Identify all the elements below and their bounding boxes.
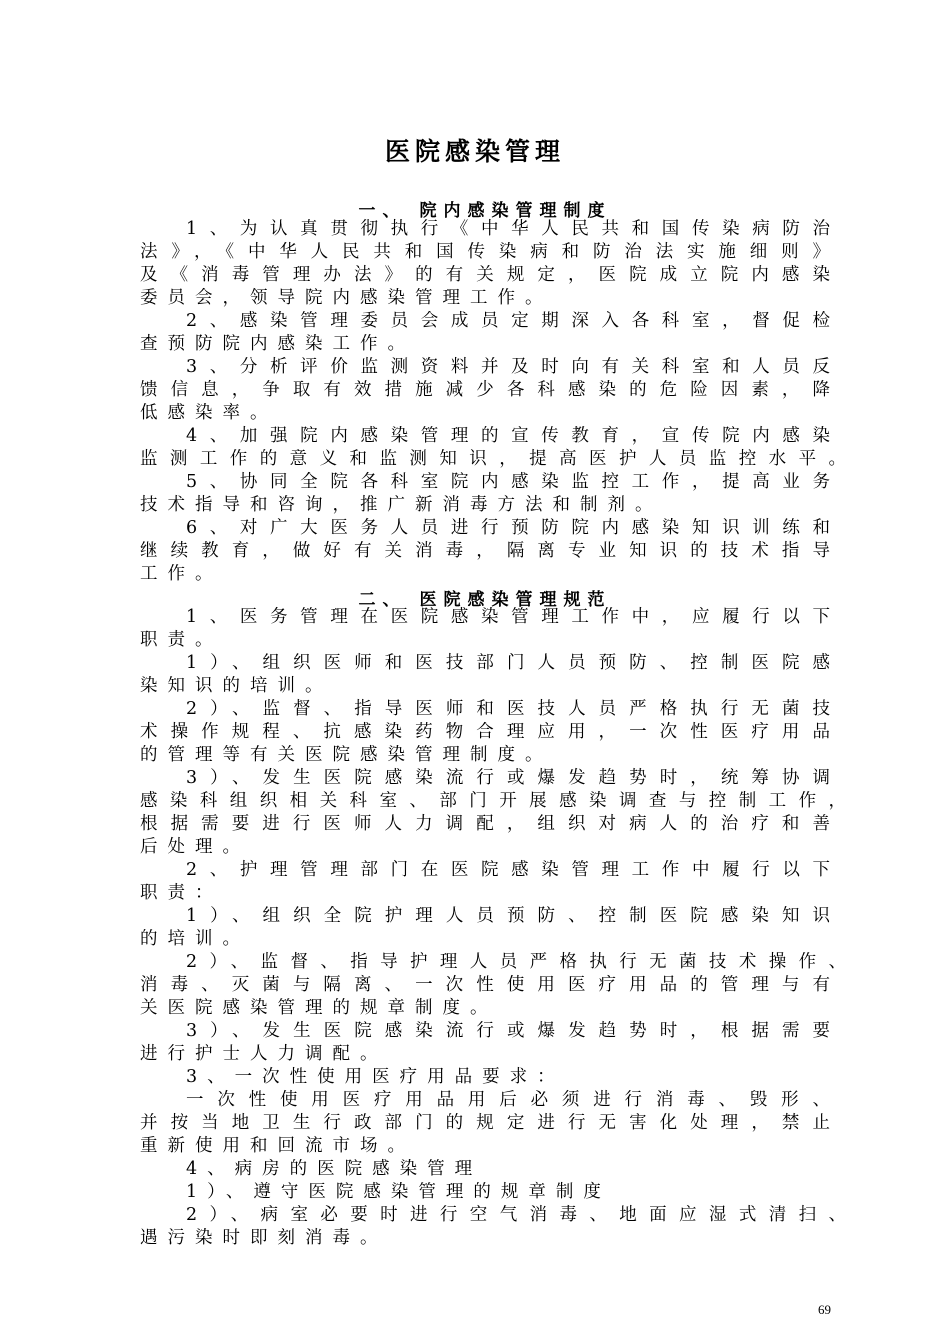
text-line: 进行护士人力调配。 bbox=[140, 1044, 388, 1064]
text-line: 后处理。 bbox=[140, 837, 250, 857]
text-line: 1）、组织医师和医技部门人员预防、控制医院感 bbox=[186, 653, 830, 673]
text-line: 监测工作的意义和监测知识，提高医护人员监控水平。 bbox=[140, 449, 846, 469]
text-line: 1、为认真贯彻执行《中华人民共和国传染病防治 bbox=[186, 219, 830, 239]
text-line: 技术指导和咨询，推广新消毒方法和制剂。 bbox=[140, 495, 663, 515]
text-line: 1、医务管理在医院感染管理工作中，应履行以下 bbox=[186, 607, 830, 627]
text-line: 5、协同全院各科室院内感染监控工作，提高业务 bbox=[186, 472, 830, 492]
page-title: 医院感染管理 bbox=[384, 137, 565, 166]
text-line: 6、对广大医务人员进行预防院内感染知识训练和 bbox=[186, 518, 830, 538]
text-line: 感染科组织相关科室、部门开展感染调查与控制工作， bbox=[140, 791, 846, 811]
text-line: 4、病房的医院感染管理 bbox=[186, 1159, 483, 1179]
text-line: 法》，《中华人民共和国传染病和防治法实施细则》 bbox=[140, 242, 830, 262]
text-line: 消毒、灭菌与隔离、一次性使用医疗用品的管理与有 bbox=[140, 975, 830, 995]
text-line: 3、一次性使用医疗用品要求： bbox=[186, 1067, 565, 1087]
text-line: 查预防院内感染工作。 bbox=[140, 334, 415, 354]
text-line: 低感染率。 bbox=[140, 403, 278, 423]
text-line: 染知识的培训。 bbox=[140, 676, 333, 696]
text-line: 继续教育，做好有关消毒，隔离专业知识的技术指导 bbox=[140, 541, 830, 561]
text-line: 工作。 bbox=[140, 564, 223, 584]
section-heading-2: 二、 医院感染管理规范 bbox=[358, 590, 612, 610]
text-line: 3）、发生医院感染流行或爆发趋势时，统筹协调 bbox=[186, 768, 830, 788]
text-line: 术操作规程、抗感染药物合理应用，一次性医疗用品 bbox=[140, 722, 830, 742]
text-line: 一次性使用医疗用品用后必须进行消毒、毁形、 bbox=[186, 1090, 830, 1110]
text-line: 1）、遵守医院感染管理的规章制度 bbox=[186, 1182, 611, 1202]
text-line: 委员会，领导院内感染管理工作。 bbox=[140, 288, 553, 308]
text-line: 的管理等有关医院感染管理制度。 bbox=[140, 745, 553, 765]
text-line: 并按当地卫生行政部门的规定进行无害化处理，禁止 bbox=[140, 1113, 830, 1133]
text-line: 2）、病室必要时进行空气消毒、地面应湿式清扫、 bbox=[186, 1205, 846, 1225]
text-line: 4、加强院内感染管理的宣传教育，宣传院内感染 bbox=[186, 426, 830, 446]
section-heading-1: 一、 院内感染管理制度 bbox=[358, 201, 612, 221]
text-line: 遇污染时即刻消毒。 bbox=[140, 1228, 388, 1248]
text-line: 3、分析评价监测资料并及时向有关科室和人员反 bbox=[186, 357, 830, 377]
text-line: 2、感染管理委员会成员定期深入各科室，督促检 bbox=[186, 311, 830, 331]
text-line: 职责。 bbox=[140, 630, 223, 650]
text-line: 及《消毒管理办法》的有关规定，医院成立院内感染 bbox=[140, 265, 830, 285]
text-line: 重新使用和回流市场。 bbox=[140, 1136, 415, 1156]
text-line: 3）、发生医院感染流行或爆发趋势时，根据需要 bbox=[186, 1021, 830, 1041]
text-line: 2、护理管理部门在医院感染管理工作中履行以下 bbox=[186, 860, 830, 880]
text-line: 的培训。 bbox=[140, 929, 250, 949]
text-line: 2）、监督、指导医师和医技人员严格执行无菌技 bbox=[186, 699, 830, 719]
text-line: 馈信息，争取有效措施减少各科感染的危险因素，降 bbox=[140, 380, 830, 400]
page-number: 69 bbox=[818, 1302, 831, 1317]
text-line: 职责： bbox=[140, 883, 223, 903]
text-line: 1）、组织全院护理人员预防、控制医院感染知识 bbox=[186, 906, 830, 926]
text-line: 2）、监督、指导护理人员严格执行无菌技术操作、 bbox=[186, 952, 846, 972]
text-line: 根据需要进行医师人力调配，组织对病人的治疗和善 bbox=[140, 814, 830, 834]
text-line: 关医院感染管理的规章制度。 bbox=[140, 998, 498, 1018]
